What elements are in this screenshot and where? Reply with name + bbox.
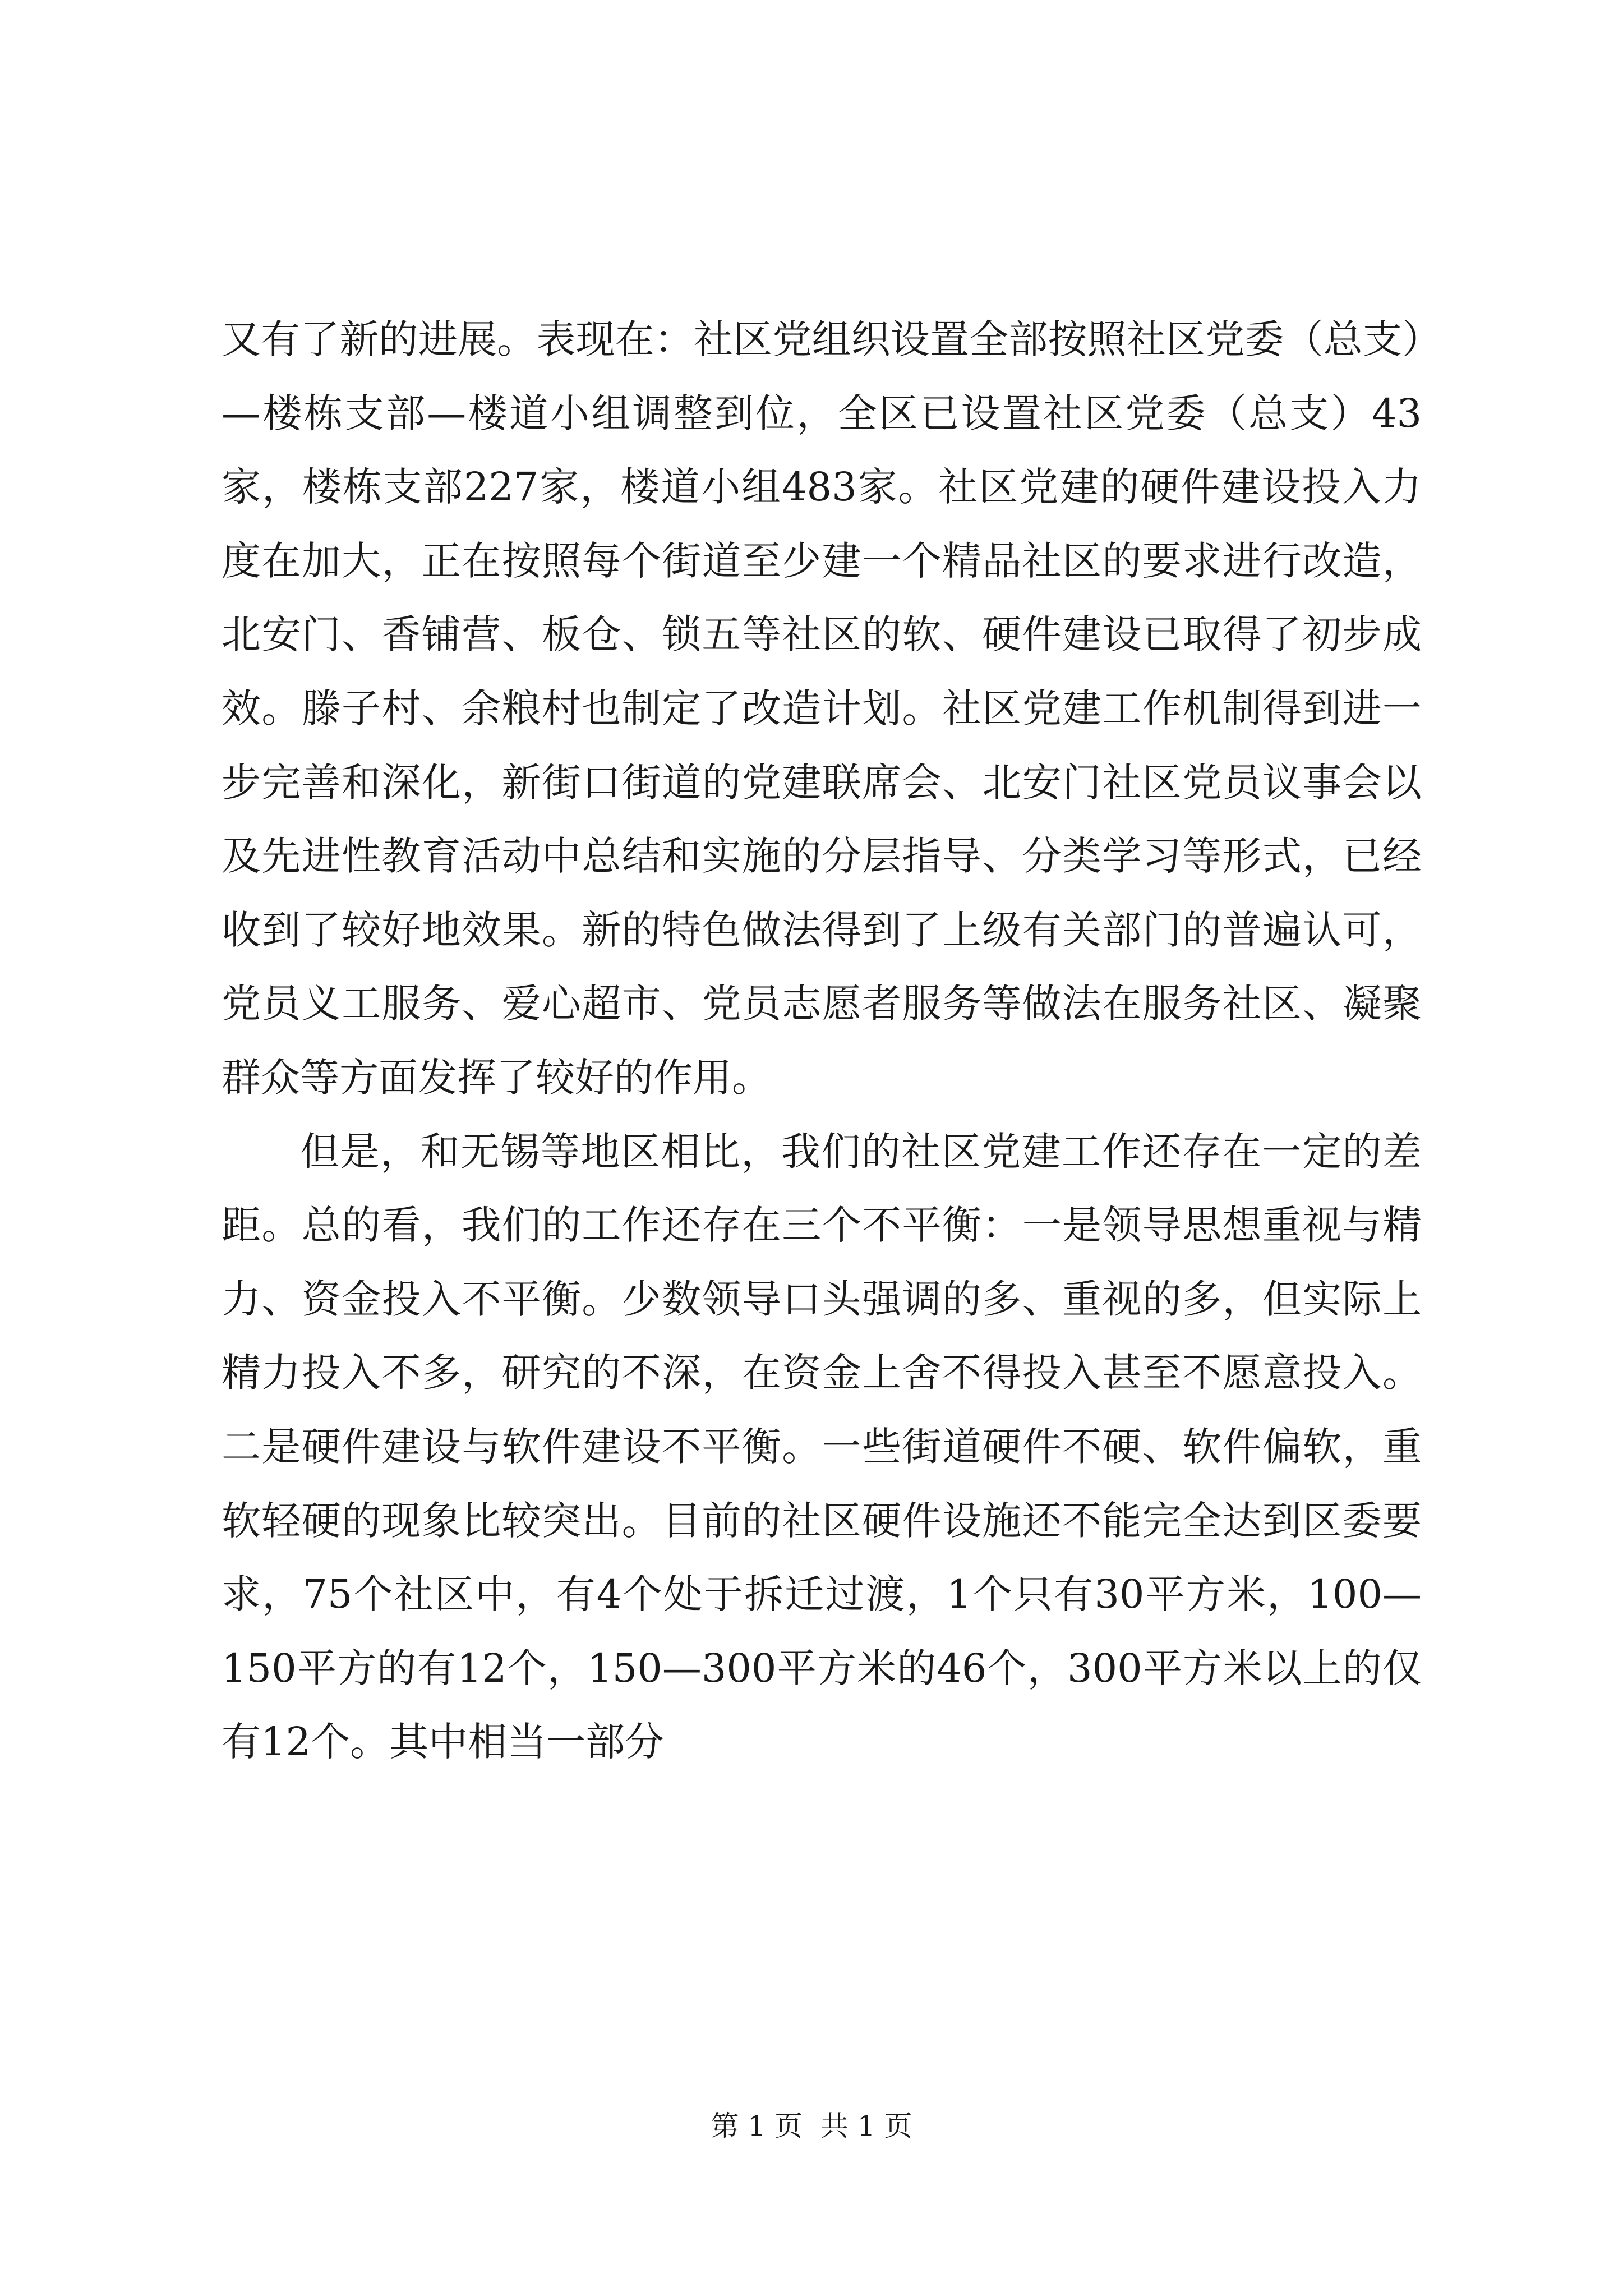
document-body (222, 303, 1422, 1779)
paragraph-2: 但是，和无锡等地区相比，我们的社区党建工作还存在一定的差距。总的看，我们的工作还存在三个不平衡：一是领导思想重视与精力、资金投入不平衡。少数领导口头强调的多、重视的多，但实际上精力投入不多，研究的不深，在资金上舍不得投入甚至不愿意投入。二是硬件建设与软件建设不平衡。一些街道硬件不硬、软件偏软，重软轻硬的现象比较突出。目前的社区硬件设施还不能完全达到区委要求，75个社区中，有4个处于拆迁过渡，1个只有30平方米，100—150平方的有12个，150—300平方米的46个，300平方米以上的仅有12个。其中相当一部分 (222, 1128, 1422, 1765)
page-footer (0, 2109, 1623, 2143)
page-number-label: 第 1 页 共 1 页 (711, 2110, 912, 2142)
paragraph-1: 又有了新的进展。表现在：社区党组织设置全部按照社区党委（总支）—楼栋支部—楼道小组调整到位，全区已设置社区党委（总支）43家，楼栋支部227家，楼道小组483家。社区党建的硬件建设投入力度在加大，正在按照每个街道至少建一个精品社区的要求进行改造，北安门、香铺营、板仓、锁五等社区的软、硬件建设已取得了初步成效。滕子村、余粮村也制定了改造计划。社区党建工作机制得到进一步完善和深化，新街口街道的党建联席会、北安门社区党员议事会以及先进性教育活动中总结和实施的分层指导、分类学习等形式，已经收到了较好地效果。新的特色做法得到了上级有关部门的普遍认可，党员义工服务、爱心超市、党员志愿者服务等做法在服务社区、凝聚群众等方面发挥了较好的作用。 (222, 316, 1422, 1101)
